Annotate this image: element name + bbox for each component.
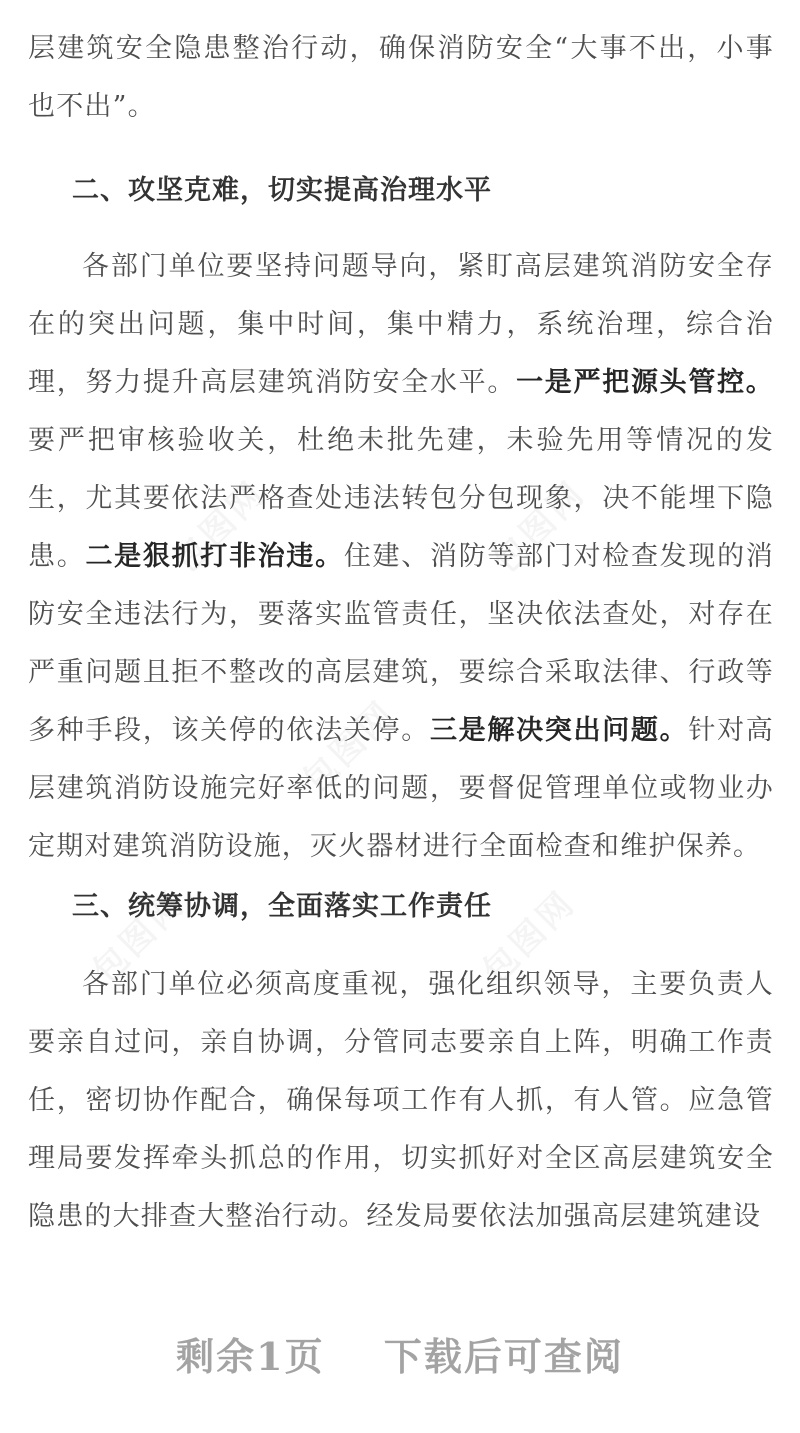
remaining-pages-label: 剩余1页: [176, 1334, 325, 1379]
section-heading-2: 二、攻坚克难，切实提高治理水平: [72, 175, 492, 206]
point-1-text: 要严把审核验收关，杜绝未批先建，未验先用等情况的发生，尤其要依法严格查处违法转包分包现象，决不能埋下隐患。: [28, 425, 774, 572]
section-heading-3: 三、统筹协调，全面落实工作责任: [72, 891, 492, 922]
point-2-text: 住建、消防等部门对检查发现的消防安全违法行为，要落实监管责任，坚决依法查处，对存在严重问题且拒不整改的高层建筑，要综合采取法律、行政等多种手段，该关停的依法关停。: [28, 541, 775, 746]
download-to-view-label: 下载后可查阅: [383, 1334, 624, 1379]
section-3-paragraph: 各部门单位必须高度重视，强化组织领导，主要负责人要亲自过问，亲自协调，分管同志要亲自上阵，明确工作责任，密切协作配合，确保每项工作有人抓，有人管。应急管理局要发挥牵头抓总的作用，切实抓好对全区高层建筑安全隐患的大排查大整治行动。经发局要依法加强高层建筑建设: [28, 969, 774, 1232]
point-3-highlight: 三是解决突出问题。: [429, 715, 689, 746]
download-prompt-banner[interactable]: [0, 1326, 800, 1381]
point-2-highlight: 二是狠抓打非治违。: [85, 541, 344, 572]
section-2-paragraph: [28, 238, 774, 876]
point-1-highlight: 一是严把源头管控。: [516, 367, 774, 398]
point-3-text: 针对高层建筑消防设施完好率低的问题，要督促管理单位或物业办定期对建筑消防设施，灭火器材进行全面检查和维护保养。: [28, 715, 774, 862]
section-2-intro-text: 各部门单位要坚持问题导向，紧盯高层建筑消防安全存在的突出问题，集中时间，集中精力，系统治理，综合治理，努力提升高层建筑消防安全水平。: [28, 251, 774, 398]
intro-paragraph-tail: 层建筑安全隐患整治行动，确保消防安全“大事不出，小事也不出”。: [28, 33, 774, 122]
